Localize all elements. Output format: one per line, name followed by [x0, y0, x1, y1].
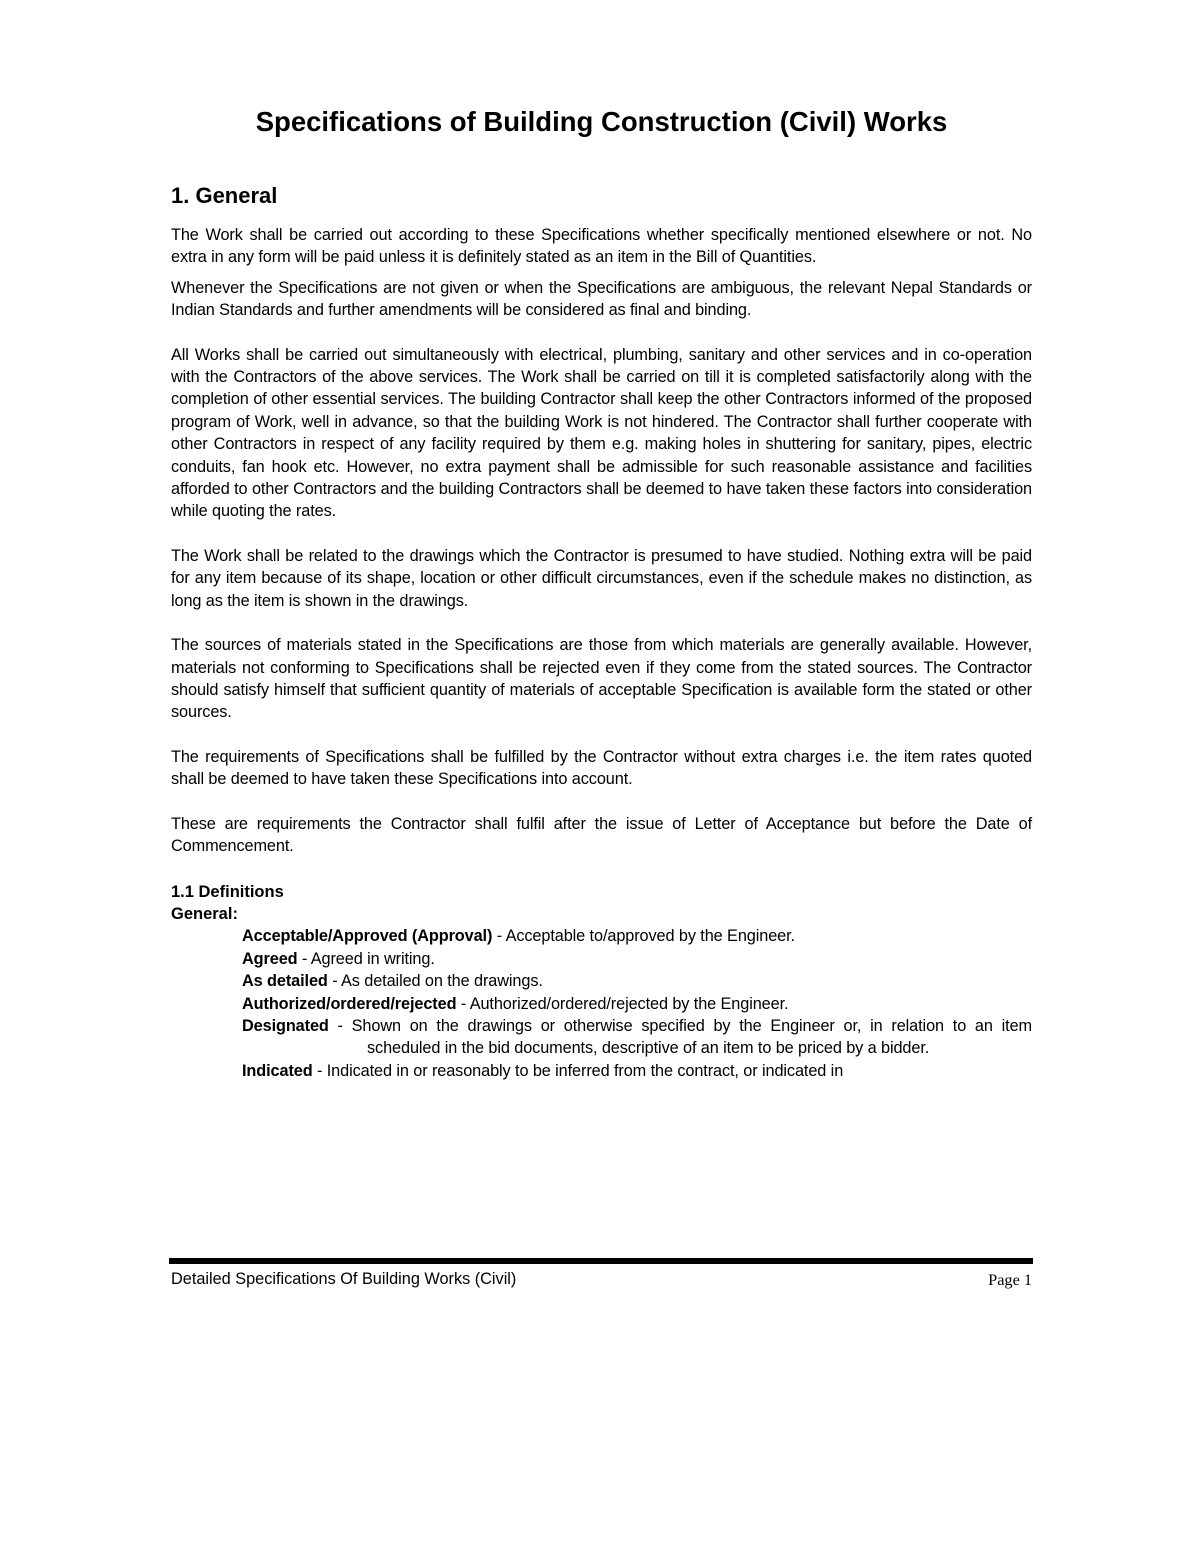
paragraph: The sources of materials stated in the Specifications are those from which materials are generally available. However, materials not conforming to Specifications shall be rejected even if they come from the stated sources. The Contractor should satisfy himself that sufficient quantity of materials of acceptable Specification is available form the stated or other sources.: [171, 636, 1032, 722]
document-title: Specifications of Building Construction (Civil) Works: [255, 106, 948, 137]
paragraph: All Works shall be carried out simultaneously with electrical, plumbing, sanitary and other services and in co-operation with the Contractors of the above services. The Work shall be carried on till it is completed satisfactorily along with the completion of other essential services. The building Contractor shall keep the other Contractors informed of the proposed program of Work, well in advance, so that the building Work is not hindered. The Contractor shall further cooperate with other Contractors in respect of any facility required by them e.g. making holes in shuttering for sanitary, pipes, electric conduits, fan hook etc. However, no extra payment shall be admissible for such reasonable assistance and facilities afforded to other Contractors and the building Contractors shall be deemed to have taken these factors into consideration while quoting the rates.: [171, 345, 1032, 521]
definition-item: [242, 970, 1032, 992]
definition-text: - Indicated in or reasonably to be inferred from the contract, or indicated in: [312, 1061, 844, 1080]
definition-text: - Authorized/ordered/rejected by the Engineer.: [456, 994, 789, 1013]
page-content: [171, 104, 1032, 1082]
paragraph: The Work shall be carried out according to these Specifications whether specifically mentioned elsewhere or not. No extra in any form will be paid unless it is definitely stated as an item in the Bill of Quantities.: [171, 226, 1032, 267]
definition-text: - Acceptable to/approved by the Engineer.: [492, 927, 795, 946]
definition-item: [242, 993, 1032, 1015]
definition-term: Agreed: [242, 949, 298, 968]
section-heading-general: 1. General: [171, 183, 278, 208]
paragraph: Whenever the Specifications are not given or when the Specifications are ambiguous, the relevant Nepal Standards or Indian Standards and further amendments will be considered as final and binding.: [171, 278, 1032, 320]
definition-term: Authorized/ordered/rejected: [242, 994, 457, 1013]
definition-item: [242, 1060, 1032, 1082]
definition-item: [242, 925, 1032, 947]
footer-rule: [169, 1258, 1033, 1264]
paragraph: The Work shall be related to the drawings which the Contractor is presumed to have studied. Nothing extra will be paid for any item because of its shape, location or other difficult circumstances, even if the schedule makes no distinction, as long as the item is shown in the drawings.: [171, 546, 1032, 610]
footer-page-number: Page 1: [988, 1270, 1032, 1289]
definition-text: - As detailed on the drawings.: [327, 972, 543, 991]
definitions-subheading: General:: [171, 905, 238, 924]
paragraph: These are requirements the Contractor shall fulfil after the issue of Letter of Acceptance but before the Date of Commencement.: [171, 814, 1032, 855]
definition-text: - Agreed in writing.: [297, 949, 435, 968]
definition-term: Indicated: [242, 1061, 313, 1080]
definition-term: As detailed: [242, 972, 328, 991]
definition-term: Acceptable/Approved (Approval): [242, 927, 493, 946]
definitions-heading: 1.1 Definitions: [171, 883, 284, 902]
definition-term: Designated: [242, 1016, 329, 1035]
paragraph: The requirements of Specifications shall be fulfilled by the Contractor without extra charges i.e. the item rates quoted shall be deemed to have taken these Specifications into account.: [171, 747, 1032, 789]
footer-document-name: Detailed Specifications Of Building Works (Civil): [171, 1270, 517, 1288]
definition-text: - Shown on the drawings or otherwise specified by the Engineer or, in relation to an item scheduled in the bid documents, descriptive of an item to be priced by a bidder.: [328, 1016, 1032, 1058]
definition-item: [242, 948, 1032, 970]
definition-item: [242, 1015, 1032, 1060]
